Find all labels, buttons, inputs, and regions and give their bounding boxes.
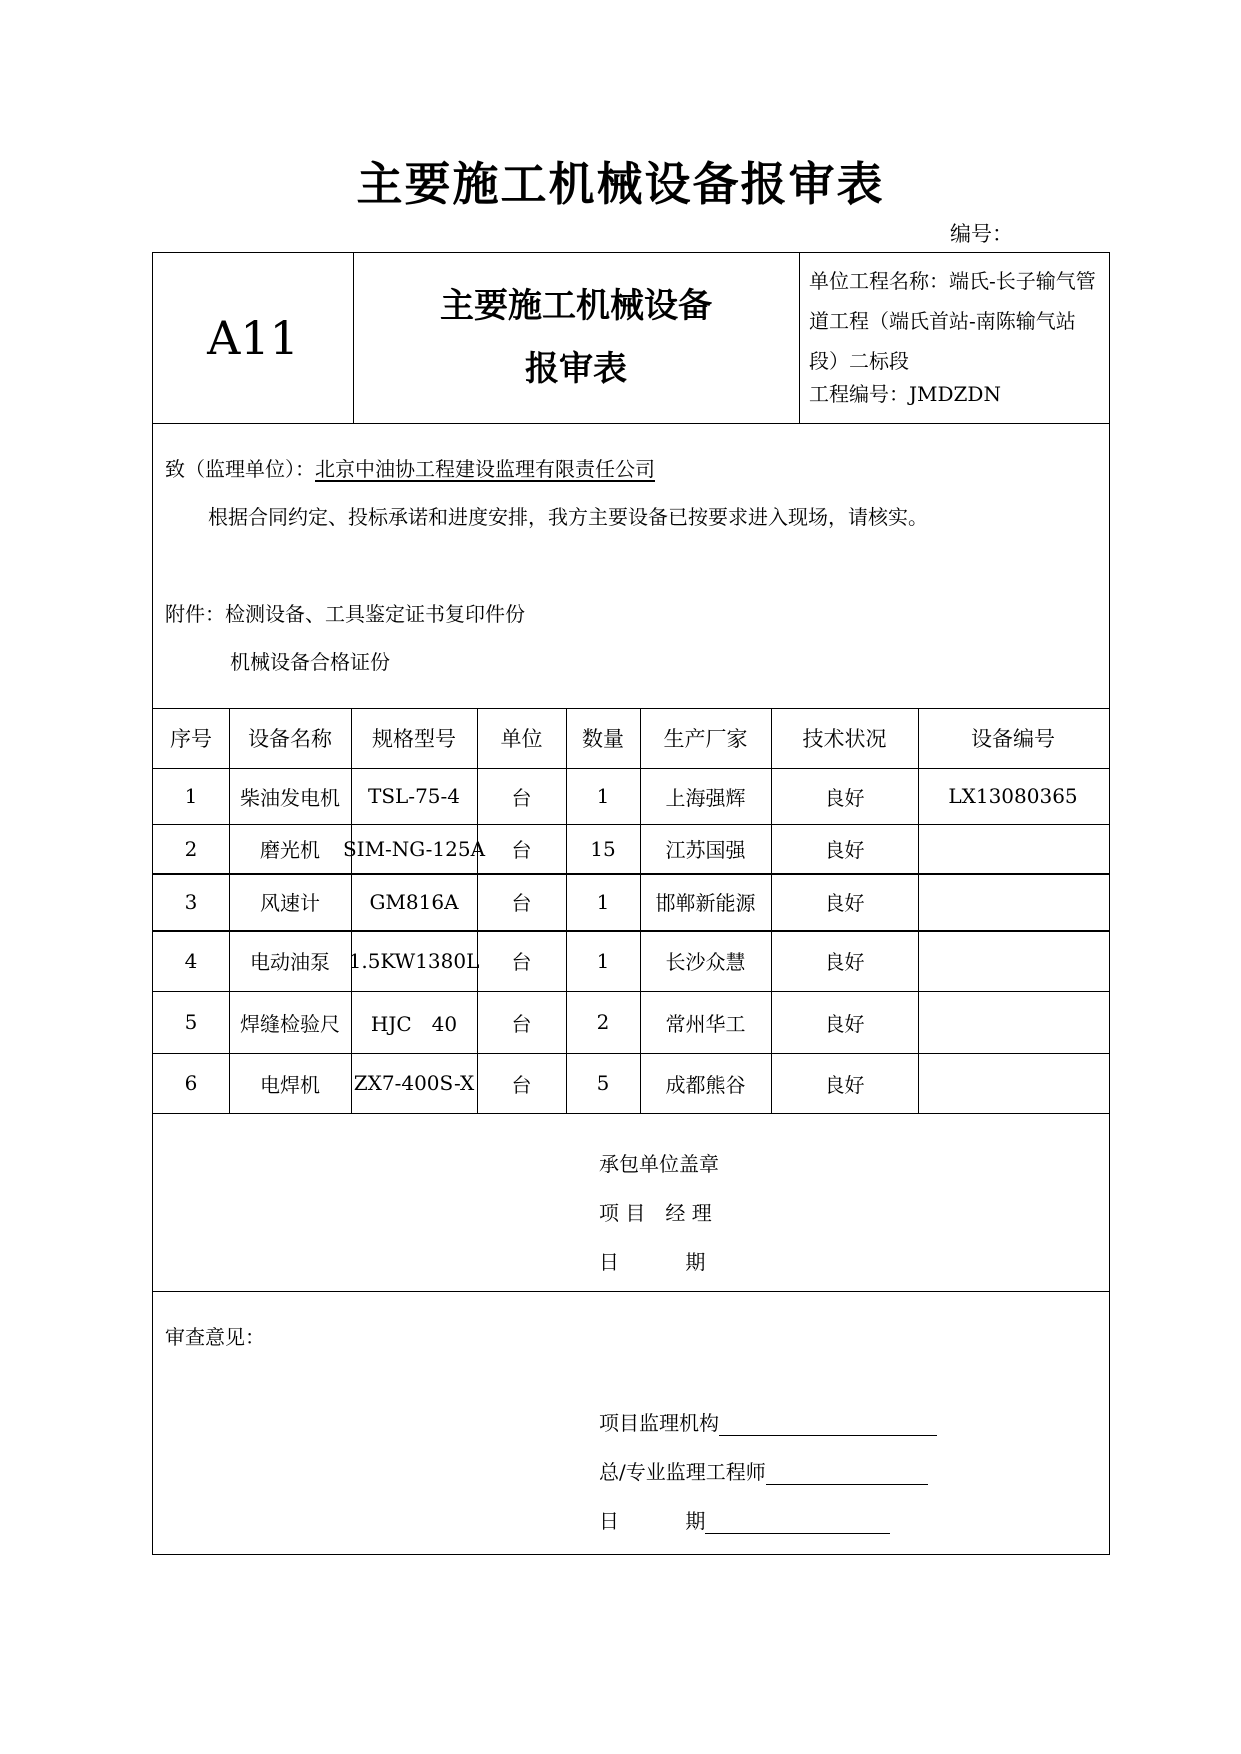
review-label: 审查意见： bbox=[165, 1325, 265, 1349]
cell-seq: 1 bbox=[184, 784, 198, 808]
attachments-label: 附件： bbox=[165, 602, 225, 626]
signature-line bbox=[766, 1462, 928, 1485]
column-header-model: 规格型号 bbox=[372, 727, 456, 751]
cell-qty: 1 bbox=[596, 889, 610, 914]
approval-form bbox=[152, 252, 1110, 1555]
row-divider bbox=[153, 1291, 1109, 1292]
cell-maker: 邯郸新能源 bbox=[655, 891, 756, 915]
cell-name: 磨光机 bbox=[260, 838, 320, 862]
cell-serial bbox=[918, 1053, 1108, 1113]
cell-status: 良好 bbox=[824, 838, 865, 862]
cell-unit: 台 bbox=[511, 950, 532, 974]
addressee-value: 北京中油协工程建设监理有限责任公司 bbox=[315, 457, 655, 481]
cell-qty: 1 bbox=[596, 948, 610, 973]
cell-status: 良好 bbox=[824, 1011, 865, 1036]
cell-model: 1.5KW1380L bbox=[348, 948, 480, 973]
cell-unit: 台 bbox=[511, 1072, 532, 1097]
attachment-item: 机械设备合格证份 bbox=[230, 650, 390, 674]
attachment-item: 检测设备、工具鉴定证书复印件份 bbox=[225, 602, 525, 626]
review-date-label: 日 期 bbox=[599, 1509, 706, 1533]
cell-serial: LX13080365 bbox=[948, 784, 1078, 808]
cell-seq: 5 bbox=[184, 1010, 198, 1034]
intro-body: 根据合同约定、投标承诺和进度安排，我方主要设备已按要求进入现场，请核实。 bbox=[208, 505, 928, 529]
cell-status: 良好 bbox=[824, 785, 865, 810]
cell-status: 良好 bbox=[824, 891, 865, 915]
supervision-org bbox=[599, 1407, 937, 1436]
column-header-serial: 设备编号 bbox=[971, 727, 1055, 751]
contractor-date: 日 期 bbox=[599, 1250, 706, 1274]
cell-maker: 江苏国强 bbox=[665, 838, 746, 862]
cell-unit: 台 bbox=[511, 1011, 532, 1036]
cell-maker: 成都熊谷 bbox=[665, 1072, 746, 1097]
cell-status: 良好 bbox=[824, 950, 865, 974]
column-header-name: 设备名称 bbox=[248, 727, 332, 751]
column-header-qty: 数量 bbox=[582, 727, 624, 751]
cell-maker: 常州华工 bbox=[665, 1011, 746, 1036]
form-title-line2: 报审表 bbox=[525, 349, 627, 389]
cell-maker: 长沙众慧 bbox=[665, 950, 746, 974]
cell-serial bbox=[918, 824, 1108, 873]
cell-name: 电动油泵 bbox=[250, 950, 330, 974]
cell-name: 电焊机 bbox=[260, 1072, 320, 1097]
signature-line bbox=[705, 1511, 890, 1534]
cell-seq: 2 bbox=[184, 836, 198, 861]
cell-seq: 3 bbox=[184, 889, 198, 914]
cell-qty: 1 bbox=[596, 784, 610, 808]
column-header-seq: 序号 bbox=[170, 727, 212, 751]
addressee-label: 致（监理单位）： bbox=[165, 457, 315, 481]
signature-line bbox=[719, 1413, 937, 1436]
page-title: 主要施工机械设备报审表 bbox=[356, 157, 885, 211]
column-header-unit: 单位 bbox=[500, 727, 543, 751]
doc-number-label: 编号： bbox=[950, 222, 1013, 246]
contractor-seal: 承包单位盖章 bbox=[599, 1152, 719, 1176]
cell-model: TSL-75-4 bbox=[367, 784, 460, 808]
cell-qty: 5 bbox=[596, 1071, 610, 1095]
cell-model: GM816A bbox=[369, 889, 459, 914]
supervising-engineer-label: 总/专业监理工程师 bbox=[599, 1460, 766, 1484]
cell-model: HJC 40 bbox=[370, 1011, 458, 1036]
column-header-maker: 生产厂家 bbox=[663, 727, 748, 751]
cell-serial bbox=[918, 930, 1108, 991]
cell-qty: 15 bbox=[590, 836, 616, 861]
form-title bbox=[353, 253, 799, 423]
attachments bbox=[165, 598, 525, 627]
cell-name: 焊缝检验尺 bbox=[240, 1011, 340, 1036]
form-code: A11 bbox=[207, 311, 299, 365]
cell-seq: 4 bbox=[184, 948, 198, 973]
supervision-org-label: 项目监理机构 bbox=[599, 1411, 719, 1435]
column-header-status: 技术状况 bbox=[802, 727, 887, 751]
review-date bbox=[599, 1505, 890, 1534]
project-code: 工程编号：JMDZDN bbox=[809, 382, 1001, 406]
cell-unit: 台 bbox=[511, 838, 532, 862]
supervising-engineer bbox=[599, 1456, 928, 1485]
row-divider bbox=[153, 423, 1109, 424]
cell-seq: 6 bbox=[184, 1071, 198, 1095]
form-title-line1: 主要施工机械设备 bbox=[440, 286, 712, 326]
table-row-divider bbox=[153, 1113, 1109, 1114]
cell-status: 良好 bbox=[824, 1072, 865, 1097]
project-name: 单位工程名称：端氏-长子输气管道工程（端氏首站-南陈输气站段）二标段 bbox=[809, 269, 1096, 373]
cell-model: SIM-NG-125A bbox=[342, 836, 486, 861]
cell-serial bbox=[918, 873, 1108, 930]
cell-unit: 台 bbox=[511, 785, 532, 810]
cell-qty: 2 bbox=[596, 1010, 610, 1034]
cell-model: ZX7-400S-X bbox=[353, 1071, 475, 1095]
cell-maker: 上海强辉 bbox=[665, 785, 746, 810]
cell-unit: 台 bbox=[511, 891, 532, 915]
cell-name: 柴油发电机 bbox=[240, 785, 340, 810]
project-manager: 项 目 经 理 bbox=[599, 1201, 712, 1225]
header-divider bbox=[799, 253, 800, 423]
addressee bbox=[165, 453, 655, 482]
cell-name: 风速计 bbox=[260, 891, 320, 915]
cell-serial bbox=[918, 991, 1108, 1053]
